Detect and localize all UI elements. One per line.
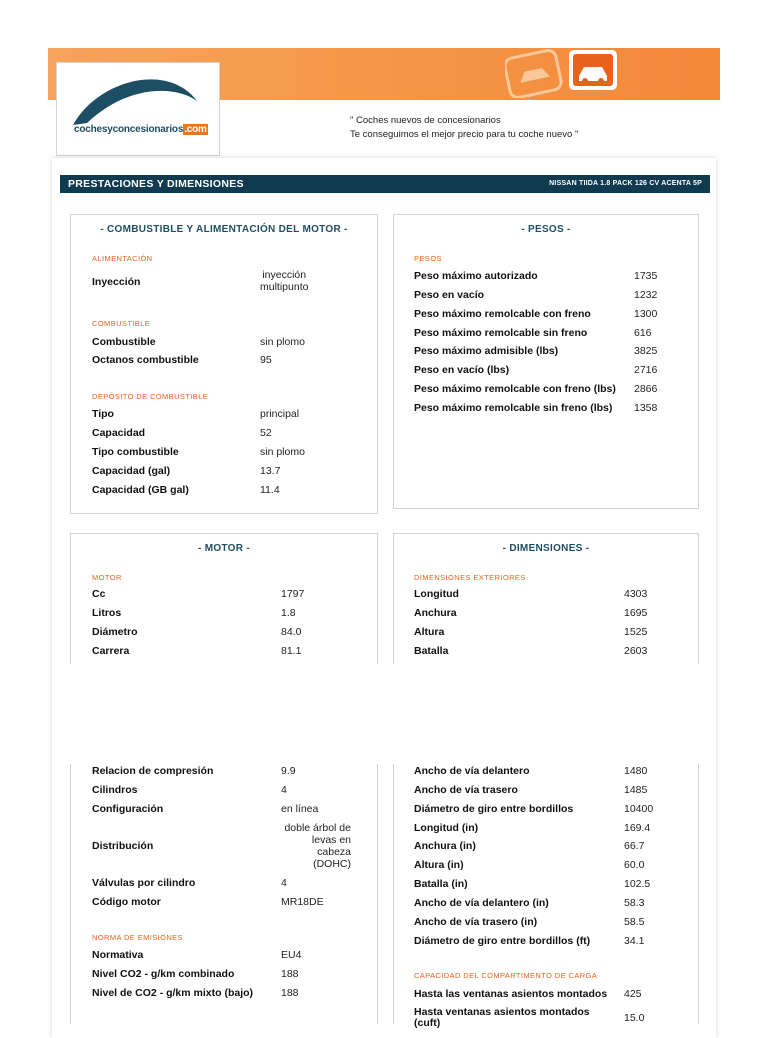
spec-label: Nivel de CO2 - g/km mixto (bajo) bbox=[92, 987, 254, 999]
spec-value: 10400 bbox=[624, 803, 654, 815]
spec-value: 1480 bbox=[624, 765, 648, 777]
spec-value bbox=[260, 269, 308, 293]
spec-value: 2866 bbox=[634, 383, 658, 395]
spec-value: 4303 bbox=[624, 588, 648, 600]
spec-value: sin plomo bbox=[260, 446, 305, 458]
section-label: ALIMENTACIÓN bbox=[92, 254, 153, 263]
spec-value: 66.7 bbox=[624, 840, 645, 852]
spec-value: 2716 bbox=[634, 364, 658, 376]
spec-label: Hasta las ventanas asientos montados bbox=[414, 988, 608, 1000]
spec-label: Ancho de vía trasero (in) bbox=[414, 916, 538, 928]
spec-label: Nivel CO2 - g/km combinado bbox=[92, 968, 235, 980]
spec-label: Relacion de compresión bbox=[92, 765, 214, 777]
spec-label-line: Hasta ventanas asientos montados bbox=[414, 1006, 590, 1018]
section-label: COMBUSTIBLE bbox=[92, 319, 151, 328]
spec-label bbox=[414, 1007, 590, 1029]
spec-value: 1797 bbox=[281, 588, 305, 600]
spec-value-line: doble árbol de bbox=[284, 822, 351, 834]
spec-label: Peso en vacío bbox=[414, 289, 485, 301]
spec-label: Altura (in) bbox=[414, 859, 464, 871]
spec-value-line: cabeza bbox=[317, 846, 351, 858]
spec-value: sin plomo bbox=[260, 336, 305, 348]
panel-title: - PESOS - bbox=[521, 224, 571, 235]
spec-value: 95 bbox=[260, 354, 272, 366]
logo[interactable] bbox=[56, 62, 220, 156]
spec-label: Tipo bbox=[92, 408, 114, 420]
spec-label: Ancho de vía trasero bbox=[414, 784, 518, 796]
spec-value: 1358 bbox=[634, 402, 658, 414]
tagline-line-2: Te conseguimos el mejor precio para tu coche nuevo " bbox=[350, 129, 579, 140]
spec-value: 60.0 bbox=[624, 859, 645, 871]
spec-value: en línea bbox=[281, 803, 319, 815]
spec-label: Batalla (in) bbox=[414, 878, 468, 890]
spec-label: Capacidad (gal) bbox=[92, 465, 171, 477]
spec-label: Anchura (in) bbox=[414, 840, 476, 852]
spec-label: Longitud (in) bbox=[414, 822, 479, 834]
spec-value: 188 bbox=[281, 987, 299, 999]
spec-label: Peso máximo autorizado bbox=[414, 270, 538, 282]
spec-value: 1300 bbox=[634, 308, 658, 320]
spec-label: Capacidad bbox=[92, 427, 146, 439]
section-header-bar bbox=[60, 175, 710, 193]
spec-value: 1525 bbox=[624, 626, 648, 638]
spec-value: EU4 bbox=[281, 949, 302, 961]
spec-value: 81.1 bbox=[281, 645, 302, 657]
spec-value: 52 bbox=[260, 427, 272, 439]
spec-label: Capacidad (GB gal) bbox=[92, 484, 189, 496]
spec-label: Diámetro bbox=[92, 626, 138, 638]
spec-label: Distribución bbox=[92, 840, 154, 852]
page-title: PRESTACIONES Y DIMENSIONES bbox=[68, 178, 244, 190]
spec-value: 1485 bbox=[624, 784, 648, 796]
tagline-line-1: " Coches nuevos de concesionarios bbox=[350, 115, 501, 126]
spec-value: 1695 bbox=[624, 607, 648, 619]
spec-label: Litros bbox=[92, 607, 122, 619]
spec-value bbox=[281, 822, 351, 870]
spec-value: 4 bbox=[281, 784, 287, 796]
spec-value: 1735 bbox=[634, 270, 658, 282]
spec-value: 34.1 bbox=[624, 935, 645, 947]
spec-label: Altura bbox=[414, 626, 445, 638]
spec-value: 2603 bbox=[624, 645, 648, 657]
spec-label: Cc bbox=[92, 588, 106, 600]
car-model: NISSAN TIIDA 1.8 PACK 126 CV ACENTA 5P bbox=[549, 180, 702, 187]
panel-title: - COMBUSTIBLE Y ALIMENTACIÓN DEL MOTOR - bbox=[100, 224, 348, 235]
spec-value: 9.9 bbox=[281, 765, 296, 777]
section-label: DEPÓSITO DE COMBUSTIBLE bbox=[92, 392, 209, 401]
spec-value: 58.5 bbox=[624, 916, 645, 928]
spec-value: 3825 bbox=[634, 345, 658, 357]
spec-value-line: multipunto bbox=[260, 281, 309, 293]
section-label: DIMENSIONES EXTERIORES bbox=[414, 573, 526, 582]
spec-label: Diámetro de giro entre bordillos bbox=[414, 803, 574, 815]
tagline bbox=[350, 114, 578, 142]
spec-value: 11.4 bbox=[260, 484, 280, 496]
spec-label: Normativa bbox=[92, 949, 144, 961]
spec-label: Ancho de vía delantero (in) bbox=[414, 897, 549, 909]
spec-label: Peso máximo remolcable con freno (lbs) bbox=[414, 383, 616, 395]
spec-label: Peso máximo admisible (lbs) bbox=[414, 345, 559, 357]
panel-title: - MOTOR - bbox=[198, 543, 250, 554]
spec-value: MR18DE bbox=[281, 896, 324, 908]
spec-label: Carrera bbox=[92, 645, 130, 657]
spec-value-line: inyección bbox=[262, 269, 307, 281]
section-label: NORMA DE EMISIONES bbox=[92, 933, 183, 942]
spec-label-line: (cuft) bbox=[414, 1017, 441, 1029]
spec-value: 102.5 bbox=[624, 878, 651, 890]
spec-label: Combustible bbox=[92, 336, 156, 348]
section-label: CAPACIDAD DEL COMPARTIMENTO DE CARGA bbox=[414, 971, 598, 980]
spec-value: 1232 bbox=[634, 289, 658, 301]
spec-value: 616 bbox=[634, 327, 652, 339]
spec-value: 15.0 bbox=[624, 1012, 645, 1024]
spec-value: 188 bbox=[281, 968, 299, 980]
spec-label: Longitud bbox=[414, 588, 459, 600]
spec-label: Peso en vacío (lbs) bbox=[414, 364, 510, 376]
spec-value: 13.7 bbox=[260, 465, 281, 477]
section-label: MOTOR bbox=[92, 573, 122, 582]
spec-value: 58.3 bbox=[624, 897, 645, 909]
spec-label: Tipo combustible bbox=[92, 446, 179, 458]
spec-value-line: levas en bbox=[311, 834, 351, 846]
spec-value: 84.0 bbox=[281, 626, 302, 638]
section-label: PESOS bbox=[414, 254, 442, 263]
spec-value: 169.4 bbox=[624, 822, 651, 834]
spec-label: Configuración bbox=[92, 803, 164, 815]
spec-label: Válvulas por cilindro bbox=[92, 877, 196, 889]
spec-label: Anchura bbox=[414, 607, 457, 619]
spec-label: Inyección bbox=[92, 276, 141, 288]
spec-value: 425 bbox=[624, 988, 642, 1000]
spec-label: Peso máximo remolcable sin freno bbox=[414, 327, 588, 339]
spec-value: 4 bbox=[281, 877, 287, 889]
spec-value: principal bbox=[260, 408, 300, 420]
spec-label: Ancho de vía delantero bbox=[414, 765, 530, 777]
spec-value-line: (DOHC) bbox=[313, 858, 351, 870]
spec-label: Código motor bbox=[92, 896, 161, 908]
car-icon bbox=[505, 48, 625, 98]
logo-text: cochesyconcesionarios.com bbox=[74, 124, 207, 135]
spec-label: Peso máximo remolcable sin freno (lbs) bbox=[414, 402, 613, 414]
spec-label: Diámetro de giro entre bordillos (ft) bbox=[414, 935, 591, 947]
spec-label: Octanos combustible bbox=[92, 354, 199, 366]
spec-label: Peso máximo remolcable con freno bbox=[414, 308, 591, 320]
spec-value: 1.8 bbox=[281, 607, 296, 619]
spec-label: Batalla bbox=[414, 645, 449, 657]
spec-label: Cilindros bbox=[92, 784, 138, 796]
panel-title: - DIMENSIONES - bbox=[502, 543, 590, 554]
logo-swoosh-icon bbox=[57, 63, 219, 155]
